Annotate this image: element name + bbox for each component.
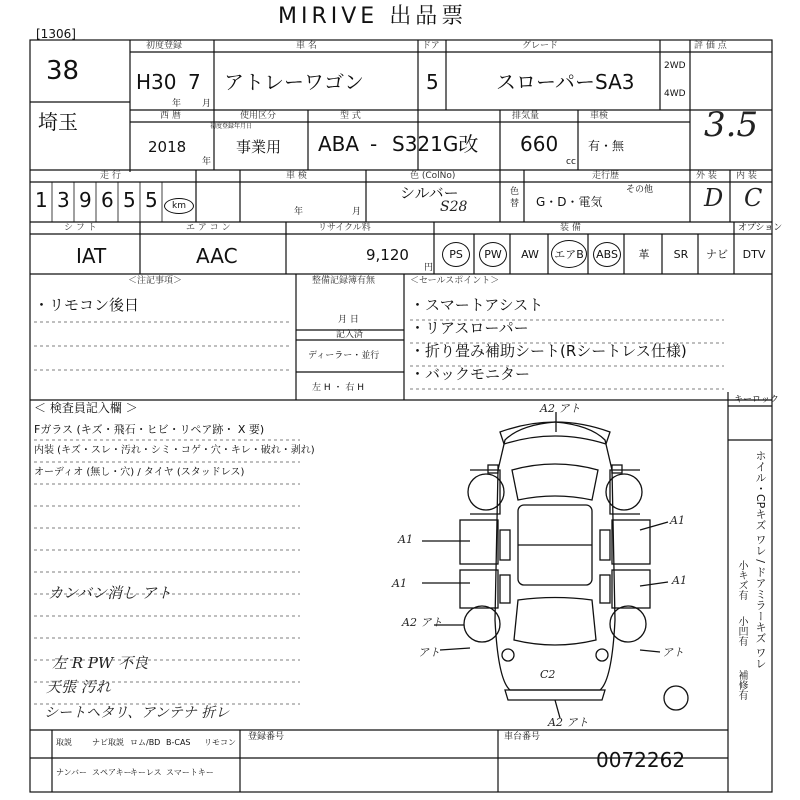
mileage-unit: km [172, 201, 186, 211]
inspection-status: 有・無 [588, 139, 625, 153]
first-reg-era: H30 [136, 70, 177, 94]
mileage-digit-6: 5 [145, 188, 158, 212]
equipment-label: ナビ [706, 248, 728, 261]
inspector-line-glass: Fガラス (キズ・飛石・ヒビ・リペア跡・ X 要) [34, 423, 265, 436]
model-dash: - [370, 132, 378, 156]
label-option: オプション [738, 223, 783, 233]
equipment-label: PW [479, 242, 507, 267]
label-year: 西 暦 [160, 111, 181, 121]
label-doors: ドア [422, 41, 440, 51]
label-equipment: 装 備 [560, 223, 581, 233]
sales-point-4: ・バックモニター [410, 365, 531, 383]
equipment-label: 革 [638, 248, 650, 261]
handle-label: 左 H ・ 右 H [312, 383, 364, 393]
interior-grade: C [744, 184, 763, 212]
color-change: 色 替 [508, 186, 518, 207]
keylock-label: キーロック [734, 395, 779, 405]
inspector-line-interior: 内装 (キズ・スレ・汚れ・シミ・コゲ・穴・キレ・破れ・剥れ) [34, 445, 315, 456]
sales-point-2: ・リアスローパー [410, 319, 529, 337]
lot-code: [1306] [36, 27, 76, 41]
diagram-mark-left-rear: A1 [392, 577, 407, 590]
equipment-label: エアB [551, 240, 587, 268]
color-code: S28 [440, 199, 468, 215]
grade-2wd: 2WD [664, 61, 686, 71]
footer-item: ナンバー [56, 768, 88, 777]
diagram-mark-rear-glass: C2 [540, 668, 556, 681]
label-model-type: 型 式 [340, 111, 361, 121]
mileage-digit-4: 6 [101, 188, 114, 212]
exterior-grade: D [704, 184, 724, 212]
small-scratch-note: 小キズ有 [736, 560, 747, 600]
diagram-mark-front: A2 アト [540, 402, 581, 415]
handwritten-note-1: カンバン消し アト [48, 584, 172, 602]
equipment-label: PS [442, 242, 470, 267]
diagram-mark-left-bumper: アト [418, 646, 440, 659]
grade-4wd: 4WD [664, 89, 686, 99]
diagram-mark-right-bumper: アト [662, 646, 684, 659]
mileage-digit-3: 9 [79, 188, 92, 212]
sales-title: ＜セールスポイント＞ [410, 276, 500, 286]
repair-month-day: 月 日 [338, 315, 359, 325]
cc-unit: cc [566, 157, 576, 167]
handwritten-note-4: シートヘタリ、アンテナ 折レ [44, 705, 230, 721]
entry-label: 記入済 [336, 330, 364, 340]
footer-item: B-CAS [166, 738, 191, 747]
sales-point-1: ・スマートアシスト [410, 296, 544, 314]
model-year: 2018 [148, 138, 187, 156]
frame-number: 0072262 [596, 748, 686, 772]
wheel-mirror-note: ホイル・CPキズ ワレ / ドアミラーキズ ワレ [754, 450, 767, 670]
year-suffix: 年 [202, 157, 212, 167]
lot-number: 38 [46, 56, 80, 86]
yen-unit: 円 [424, 263, 434, 273]
label-model-name: 車 名 [296, 41, 317, 51]
expiry-year-suffix: 年 [294, 207, 304, 217]
history-other: その他 [626, 185, 654, 195]
mileage-digit-5: 5 [123, 188, 136, 212]
vehicle-name: アトレーワゴン [224, 70, 364, 94]
equipment-label: AW [521, 247, 539, 261]
nenshiki-note: 初度登録年月日 [210, 123, 253, 130]
mileage-digit-1: 1 [35, 188, 48, 212]
label-color: 色 (ColNo) [410, 171, 456, 181]
diagram-mark-right-rear: A1 [672, 574, 687, 587]
mileage-digit-2: 3 [57, 188, 70, 212]
diagram-mark-left-quarter: A2 アト [402, 616, 443, 629]
inspector-title: ＜ 検査員記入欄 ＞ [34, 401, 138, 415]
door-count: 5 [426, 70, 439, 94]
repair-record-title: 整備記録簿有無 [312, 276, 376, 286]
footer-item: スマートキー [166, 768, 214, 777]
equipment-label: SR [673, 247, 689, 261]
dealer-label: ディーラー・並行 [308, 351, 380, 361]
equipment-label: DTV [742, 247, 766, 261]
history-options: G・D・電気 [536, 195, 603, 209]
label-insp-expiry: 車 検 [286, 171, 307, 181]
label-aircon: エ ア コ ン [186, 223, 231, 233]
era-suffix: 年 [172, 99, 182, 109]
handwritten-note-3: 天張 汚れ [46, 678, 111, 696]
model-prefix: ABA [318, 132, 360, 156]
reg-no-label: 登録番号 [248, 732, 285, 742]
footer-item: スペアキー [92, 768, 132, 777]
month-suffix: 月 [202, 99, 212, 109]
label-grade: グレード [522, 41, 559, 51]
label-usage: 使用区分 [240, 111, 277, 121]
expiry-month-suffix: 月 [352, 207, 362, 217]
label-inspection: 車検 [590, 111, 609, 121]
label-first-reg: 初度登録 [146, 41, 183, 51]
label-shift: シ フ ト [64, 223, 97, 233]
label-recycle: リサイクル料 [318, 223, 371, 233]
footer-item: ロム/BD [130, 738, 161, 747]
prefecture: 埼玉 [38, 110, 78, 134]
footer-item: キーレス [130, 768, 162, 777]
diagram-mark-rear: A2 アト [548, 716, 589, 729]
diagram-mark-left-front: A1 [398, 533, 413, 546]
footer-item: ナビ取説 [92, 738, 124, 747]
form-title: MIRIVE 出品票 [278, 4, 468, 29]
model-code: S321G改 [392, 132, 479, 156]
notes-title: ＜注記事項＞ [128, 276, 183, 286]
grade-name: スローパーSA3 [496, 70, 635, 94]
label-rating: 評 価 点 [694, 41, 727, 51]
equipment-label: ABS [593, 242, 621, 267]
inspector-line-audio: オーディオ (無し・穴) / タイヤ (スタッドレス) [34, 467, 245, 478]
displacement-value: 660 [520, 132, 559, 156]
sales-point-3: ・折り畳み補助シート(Rシートレス仕様) [410, 342, 687, 360]
repaired-note: 補修有 [736, 670, 747, 700]
label-interior: 内 装 [736, 171, 757, 181]
label-history: 走行歴 [592, 171, 620, 181]
color-name: シルバー [400, 184, 459, 202]
label-displacement: 排気量 [512, 111, 540, 121]
handwritten-note-2: 左 R PW 不良 [52, 654, 149, 672]
diagram-mark-right-front: A1 [670, 514, 685, 527]
frame-no-label: 車台番号 [504, 732, 541, 742]
shift-type: IAT [76, 244, 107, 268]
rating-value: 3.5 [704, 105, 759, 145]
usage-type: 事業用 [236, 138, 282, 156]
note-item-1: ・リモコン後日 [34, 296, 140, 314]
footer-item: 取説 [56, 738, 72, 747]
first-reg-month: 7 [188, 70, 201, 94]
aircon-type: AAC [196, 244, 238, 268]
small-dent-note: 小凹有 [736, 616, 747, 646]
label-mileage: 走 行 [100, 171, 121, 181]
recycle-fee: 9,120 [366, 246, 409, 264]
footer-item: リモコン [204, 738, 236, 747]
label-exterior: 外 装 [696, 171, 717, 181]
